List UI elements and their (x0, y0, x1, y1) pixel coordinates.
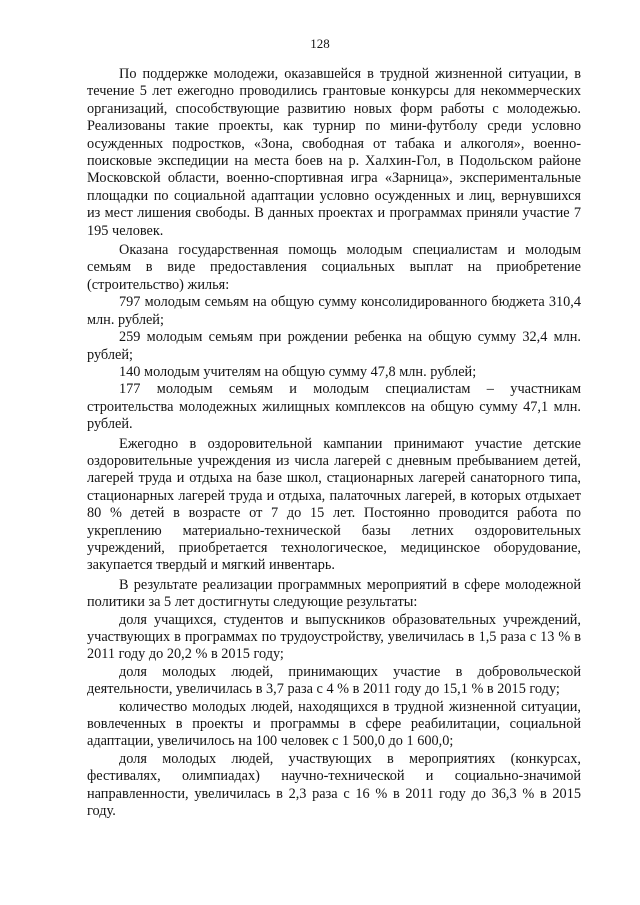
list-item-rehabilitation-count: количество молодых людей, находящихся в трудной жизненной ситуации, вовлеченных в проекты и программы в сфере реабилитации, социальной адаптации, увеличилось на 100 человек с 1 500,0 до 1 600,0; (87, 698, 581, 750)
list-item-young-teachers: 140 молодым учителям на общую сумму 47,8 млн. рублей; (119, 363, 477, 380)
paragraph-results-intro: В результате реализации программных мероприятий в сфере молодежной политики за 5 лет достигнуты следующие результаты: (87, 576, 581, 611)
page-number: 128 (310, 36, 330, 51)
list-item-volunteer-share: доля молодых людей, принимающих участие в добровольческой деятельности, увеличилась в 3,7 раза с 4 % в 2011 году до 15,1 % в 2015 году; (87, 663, 581, 698)
list-item-housing-complexes: 177 молодым семьям и молодым специалистам – участникам строительства молодежных жилищных комплексов на общую сумму 47,1 млн. рублей. (87, 381, 581, 433)
paragraph-health-camps: Ежегодно в оздоровительной кампании принимают участие детские оздоровительные учреждения из числа лагерей с дневным пребыванием детей, лагерей труда и отдыха на базе школ, стационарных лагерей санаторного типа, стационарных лагерей труда и отдыха, палаточных лагерей, в которых отдыхает 80 % детей в возрасте от 7 до 15 лет. Постоянно проводится работа по укреплению материально-технической базы летних оздоровительных учреждений, приобретается технологическое, медицинское оборудование, закупается твердый и мягкий инвентарь. (87, 435, 581, 574)
list-item-competition-share: доля молодых людей, участвующих в мероприятиях (конкурсах, фестивалях, олимпиадах) научно-технической и социально-значимой направленности, увеличилась в 2,3 раза с 16 % в 2011 году до 36,3 % в 2015 году. (87, 750, 581, 820)
paragraph-housing-aid: Оказана государственная помощь молодым специалистам и молодым семьям в виде предоставления социальных выплат на приобретение (строительство) жилья: (87, 242, 581, 293)
list-item-employment-share: доля учащихся, студентов и выпускников образовательных учреждений, участвующих в программах по трудоустройству, увеличилась в 1,5 раза с 13 % в 2011 году до 20,2 % в 2015 году; (87, 611, 581, 663)
list-item-young-families: 797 молодым семьям на общую сумму консолидированного бюджета 310,4 млн. рублей; (87, 294, 581, 328)
body-text (87, 66, 581, 820)
list-item-birth-of-child: 259 молодым семьям при рождении ребенка на общую сумму 32,4 млн. рублей; (87, 329, 581, 363)
paragraph-youth-support: По поддержке молодежи, оказавшейся в трудной жизненной ситуации, в течение 5 лет ежегодно проводились грантовые конкурсы для некоммерческих организаций, способствующие развитию новых форм работы с молодежью. Реализованы такие проекты, как турнир по мини-футболу среди условно осужденных подростков, «Зона, свободная от табака и алкоголя», военно-поисковые экспедиции на места боев на р. Халхин-Гол, в Подольском районе Московской области, военно-спортивная игра «Зарница», экспериментальные площадки по социальной адаптации условно осужденных и лиц, вернувшихся из мест лишения свободы. В данных проектах и программах приняли участие 7 195 человек. (87, 66, 581, 239)
